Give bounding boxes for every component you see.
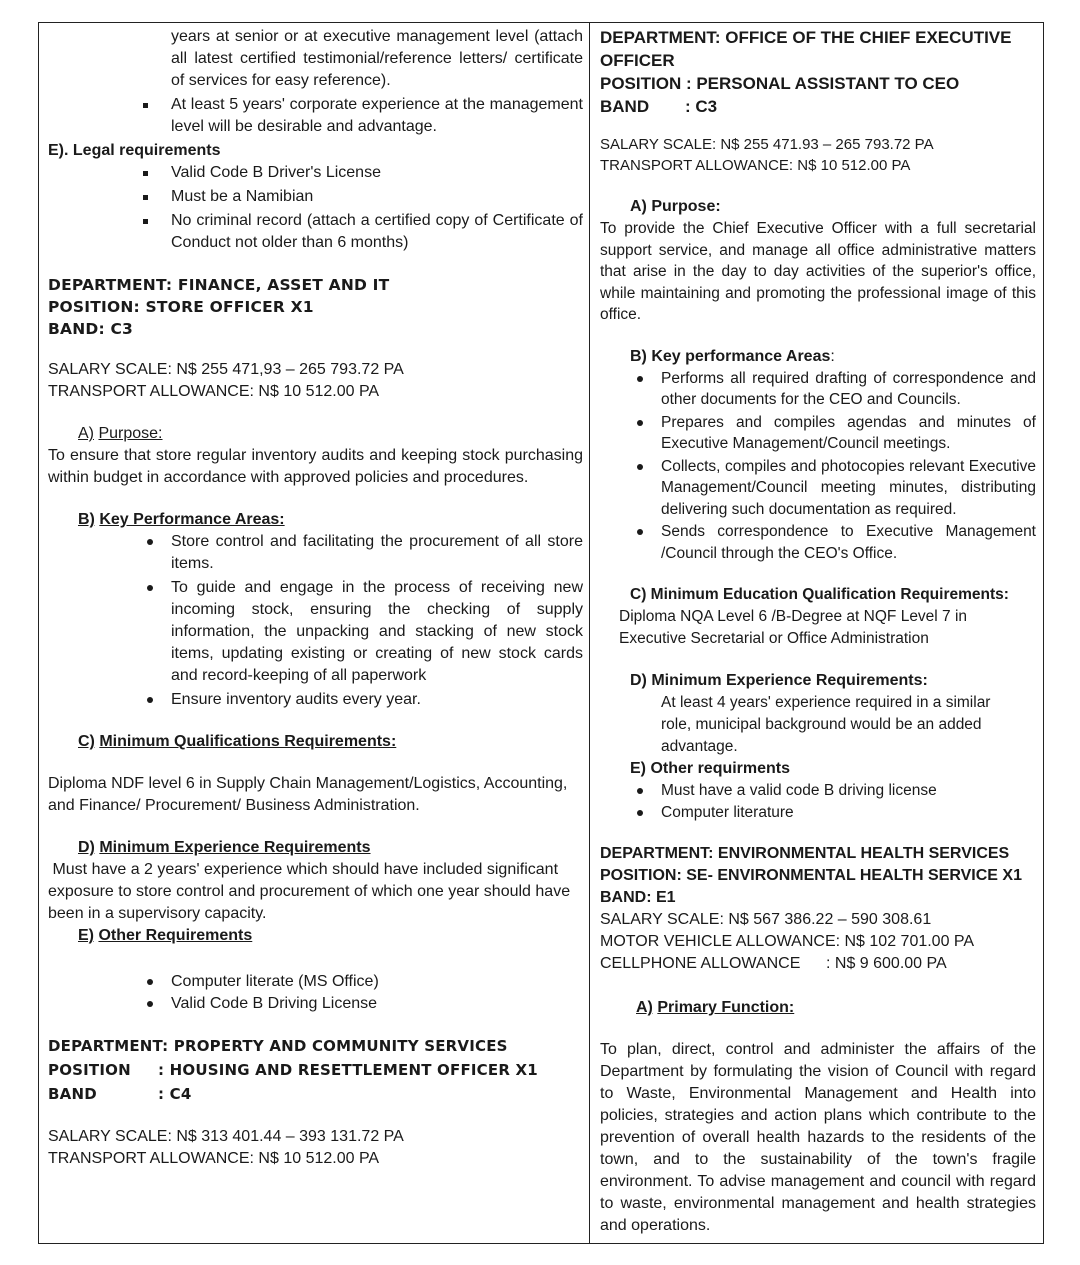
position-title: POSITION: STORE OFFICER X1 (48, 298, 314, 316)
section-letter: A) (636, 999, 653, 1016)
kpa-list (171, 531, 583, 711)
department-title: DEPARTMENT: FINANCE, ASSET AND IT (48, 276, 390, 294)
position-title: POSITION : PERSONAL ASSISTANT TO CEO (600, 74, 960, 93)
right-column (600, 26, 1036, 1237)
transport-allowance: TRANSPORT ALLOWANCE: N$ 10 512.00 PA (48, 1150, 380, 1167)
cellphone-value: : N$ 9 600.00 PA (826, 955, 947, 972)
position-row (48, 1059, 583, 1081)
qualifications-heading (78, 731, 583, 753)
left-column (48, 26, 583, 1170)
band-row (600, 95, 1036, 118)
position-label: POSITION (48, 1061, 131, 1079)
experience-heading: D) Minimum Experience Requirements: (630, 672, 928, 689)
section-title: Primary Function: (657, 999, 795, 1016)
primary-function-text: To plan, direct, control and administer the affairs of the Department by formulating the vision of Council with regard to Waste, Environmental Management and Health into policies, strategies and action plans which contribute to the prevention of overall health hazards to the residents of the town, and to the sustainability of the town's fragile environment. To advise management and council with regard to waste, environmental management and health strategies and operations. (600, 1041, 1036, 1234)
list-item: Sends correspondence to Executive Management /Council through the CEO's Office. (661, 521, 1036, 564)
band-label: BAND (48, 1085, 97, 1103)
band-label: BAND (600, 97, 650, 116)
kpa-heading (78, 509, 583, 531)
section-title: Other Requirements (98, 927, 253, 944)
section-letter: C) (78, 733, 95, 750)
primary-function-heading (636, 997, 1036, 1019)
section-letter: B) (78, 511, 95, 528)
legal-requirements-list (171, 162, 583, 254)
position-value: : HOUSING AND RESETTLEMENT OFFICER X1 (158, 1061, 538, 1079)
list-item: Must have a valid code B driving license (661, 780, 1036, 802)
purpose-text: To ensure that store regular inventory audits and keeping stock purchasing within budget in accordance with approved policies and procedures. (48, 447, 583, 486)
section-title: Purpose: (98, 425, 163, 442)
education-heading: C) Minimum Education Qualification Requirements: (630, 586, 1009, 603)
other-requirements-heading (78, 925, 583, 947)
purpose-heading (78, 423, 583, 445)
senior-requirements-list (171, 26, 583, 138)
list-item: Valid Code B Driving License (171, 993, 583, 1015)
section-title: B) Key performance Areas (630, 347, 831, 365)
motor-vehicle-allowance: MOTOR VEHICLE ALLOWANCE: N$ 102 701.00 PA (600, 933, 975, 950)
list-item: No criminal record (attach a certified copy of Certificate of Conduct not older than 6 months) (171, 210, 583, 254)
heading-colon: : (830, 347, 835, 365)
kpa-heading (630, 346, 1036, 368)
salary-scale: SALARY SCALE: N$ 255 471.93 – 265 793.72 PA (600, 136, 934, 153)
list-item: At least 5 years' corporate experience at the management level will be desirable and advantage. (171, 94, 583, 138)
department-title: DEPARTMENT: ENVIRONMENTAL HEALTH SERVICES (600, 845, 1010, 862)
experience-text: At least 4 years' experience required in a similar role, municipal background would be an added advantage. (661, 694, 991, 755)
education-text: Diploma NQA Level 6 /B-Degree at NQF Level 7 in Executive Secretarial or Office Administration (619, 608, 968, 647)
list-item: Ensure inventory audits every year. (171, 689, 583, 711)
list-item: Collects, compiles and photocopies relevant Executive Management/Council meeting minutes, distributing delivering such documentation as required. (661, 456, 1036, 521)
department-title: DEPARTMENT: OFFICE OF THE CHIEF EXECUTIVE OFFICER (600, 28, 1012, 70)
section-title: Key Performance Areas: (99, 511, 285, 528)
kpa-list (661, 368, 1036, 565)
section-title: Minimum Qualifications Requirements: (99, 733, 397, 750)
band-value: : C4 (158, 1085, 192, 1103)
transport-allowance: TRANSPORT ALLOWANCE: N$ 10 512.00 PA (600, 157, 911, 174)
list-item: Performs all required drafting of correspondence and other documents for the CEO and Councils. (661, 368, 1036, 411)
salary-scale: SALARY SCALE: N$ 255 471,93 – 265 793.72 PA (48, 361, 404, 378)
list-item: To guide and engage in the process of receiving new incoming stock, ensuring the checking of supply information, the unpacking and stacking of new stock items, updating existing or creating of new stock cards and record-keeping of all paperwork (171, 577, 583, 687)
column-divider (589, 22, 590, 1244)
environmental-health-section (600, 843, 1036, 1237)
salary-scale: SALARY SCALE: N$ 567 386.22 – 590 308.61 (600, 911, 932, 928)
band-row (48, 1083, 583, 1105)
cellphone-label: CELLPHONE ALLOWANCE (600, 955, 801, 972)
section-title: Minimum Experience Requirements (99, 839, 371, 856)
other-requirements-list (171, 971, 583, 1015)
salary-scale: SALARY SCALE: N$ 313 401.44 – 393 131.72 PA (48, 1128, 404, 1145)
experience-text: Must have a 2 years' experience which should have included significant exposure to store control and procurement of which one year should have been in a supervisory capacity. (48, 861, 575, 922)
qualifications-text: Diploma NDF level 6 in Supply Chain Management/Logistics, Accounting, and Finance/ Procurement/ Business Administration. (48, 775, 568, 814)
band-title: BAND: C3 (48, 320, 134, 338)
purpose-text: To provide the Chief Executive Officer with a full secretarial support service, and manage all office administrative matters that arise in the day to day activities of the superior's office, while maintaining and promoting the professional image of this office. (600, 220, 1036, 323)
section-letter: D) (78, 839, 95, 856)
legal-requirements-heading: E). Legal requirements (48, 142, 221, 159)
transport-allowance: TRANSPORT ALLOWANCE: N$ 10 512.00 PA (48, 383, 380, 400)
band-title: BAND: E1 (600, 889, 676, 906)
section-letter: E) (78, 927, 94, 944)
other-requirements-list (661, 780, 1036, 824)
list-item: Prepares and compiles agendas and minutes of Executive Management/Council meetings. (661, 412, 1036, 455)
cellphone-allowance-row (600, 953, 1036, 975)
position-title: POSITION: SE- ENVIRONMENTAL HEALTH SERVICE X1 (600, 867, 1022, 884)
personal-assistant-section (600, 26, 1036, 824)
department-title: DEPARTMENT: PROPERTY AND COMMUNITY SERVICES (48, 1037, 508, 1055)
list-item: Store control and facilitating the procurement of all store items. (171, 531, 583, 575)
list-item: Computer literature (661, 802, 1036, 824)
section-letter: A) (78, 425, 94, 442)
experience-heading (78, 837, 583, 859)
housing-officer-section (48, 1035, 583, 1170)
store-officer-section (48, 274, 583, 1015)
list-item: years at senior or at executive management level (attach all latest certified testimonial/reference letters/ certificate of services for easy reference). (171, 28, 583, 89)
list-item: Computer literate (MS Office) (171, 971, 583, 993)
purpose-heading: A) Purpose: (630, 198, 721, 215)
other-requirements-heading: E) Other requirments (630, 760, 791, 777)
band-value: : C3 (685, 97, 718, 116)
list-item: Must be a Namibian (171, 186, 583, 208)
list-item: Valid Code B Driver's License (171, 162, 583, 184)
